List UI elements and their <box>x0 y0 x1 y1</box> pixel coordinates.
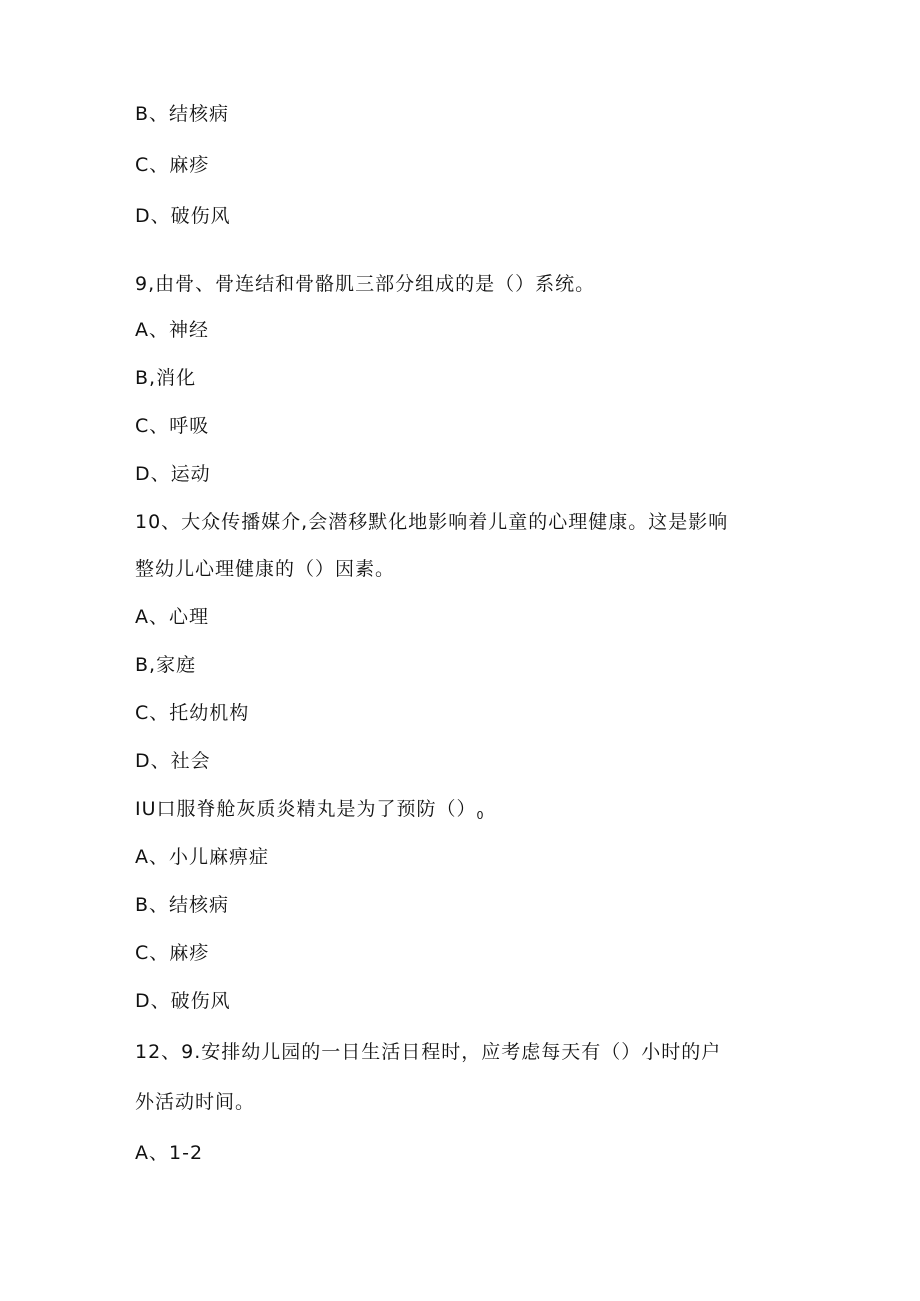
question-12-line-1: 12、9.安排幼儿园的一日生活日程时，应考虑每天有（）小时的户 <box>135 1041 722 1063</box>
question-11-option-c: C、麻疹 <box>135 942 210 964</box>
question-9-option-a: A、神经 <box>135 319 209 341</box>
option-c-measles: C、麻疹 <box>135 154 210 176</box>
question-10-option-c: C、托幼机构 <box>135 702 250 724</box>
question-9-option-c: C、呼吸 <box>135 415 210 437</box>
option-b-tuberculosis: B、结核病 <box>135 103 230 125</box>
question-11-text: IU口服脊舱灰质炎精丸是为了预防（） <box>135 798 477 820</box>
question-11 <box>135 797 484 828</box>
question-9: 9,由骨、骨连结和骨骼肌三部分组成的是（）系统。 <box>135 273 596 295</box>
question-9-option-b: B,消化 <box>135 367 197 389</box>
question-10-option-a: A、心理 <box>135 606 209 628</box>
question-12-option-a: A、1-2 <box>135 1142 204 1164</box>
question-11-option-d: D、破伤风 <box>135 990 231 1012</box>
option-d-tetanus: D、破伤风 <box>135 205 231 227</box>
question-10-option-d: D、社会 <box>135 750 211 772</box>
question-10-line-2: 整幼儿心理健康的（）因素。 <box>135 558 396 580</box>
question-11-suffix: 0 <box>476 809 484 822</box>
question-9-option-d: D、运动 <box>135 463 211 485</box>
question-10-option-b: B,家庭 <box>135 654 197 676</box>
question-11-option-a: A、小儿麻痹症 <box>135 846 269 868</box>
question-12-line-2: 外活动时间。 <box>135 1091 256 1113</box>
question-10-line-1: 10、大众传播媒介,会潜移默化地影响着儿童的心理健康。这是影响 <box>135 511 729 533</box>
question-11-option-b: B、结核病 <box>135 894 230 916</box>
